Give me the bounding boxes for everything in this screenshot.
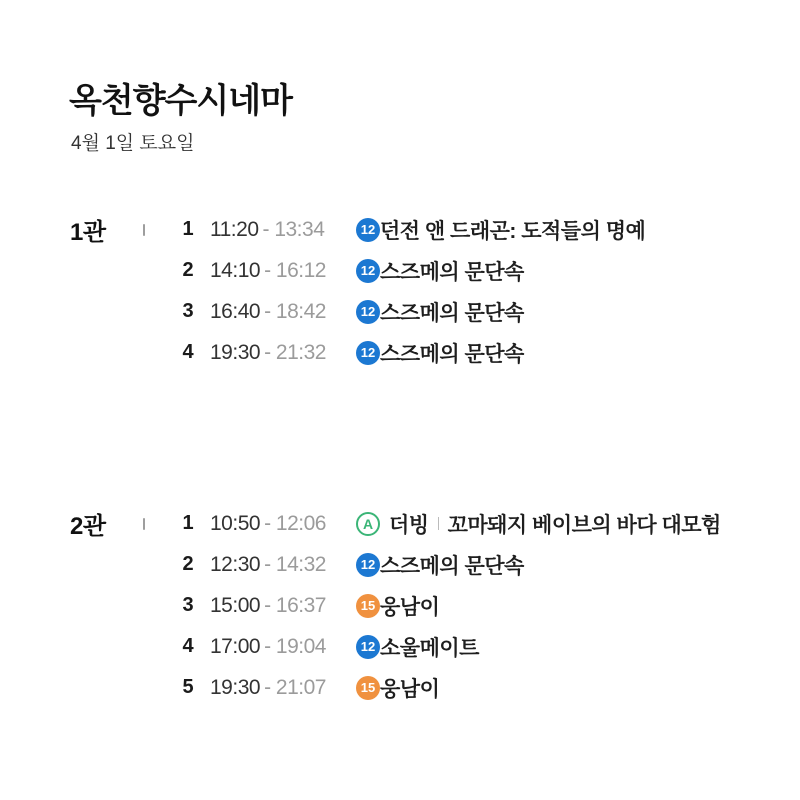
screening-time [210, 512, 356, 536]
showtime-list [0, 503, 800, 708]
showtime-row [176, 544, 800, 585]
screening-number: 5 [182, 676, 194, 698]
screening-number: 2 [182, 553, 194, 575]
theater-label: 2관 [70, 513, 106, 540]
end-time: - 19:04 [264, 634, 326, 658]
screening-time [210, 300, 356, 324]
showtime-row [176, 332, 800, 373]
rating-badge: 12 [356, 259, 380, 283]
rating-badge: 12 [356, 635, 380, 659]
start-time: 12:30 [210, 552, 261, 576]
screening-number: 2 [182, 259, 194, 281]
title-divider [438, 517, 439, 530]
screening-time [210, 676, 356, 700]
screening-time [210, 218, 356, 242]
movie-title[interactable]: 스즈메의 문단속 [380, 342, 524, 366]
showtime-row [176, 291, 800, 332]
end-time: - 18:42 [264, 299, 326, 323]
screening-time [210, 635, 356, 659]
screening-number: 1 [182, 218, 194, 240]
movie-title[interactable]: 스즈메의 문단속 [380, 260, 524, 284]
rating-badge: A [356, 512, 380, 536]
screening-number: 3 [182, 594, 194, 616]
end-time: - 14:32 [264, 552, 326, 576]
rating-badge: 15 [356, 676, 380, 700]
rating-badge: 15 [356, 594, 380, 618]
screening-time [210, 341, 356, 365]
movie-title[interactable]: 웅남이 [380, 595, 440, 619]
showtime-row [176, 626, 800, 667]
start-time: 10:50 [210, 511, 261, 535]
label-divider [143, 518, 145, 530]
screening-time [210, 259, 356, 283]
theater-section [0, 209, 800, 373]
showtime-row [176, 667, 800, 708]
start-time: 19:30 [210, 675, 261, 699]
movie-title[interactable]: 던전 앤 드래곤: 도적들의 명예 [380, 219, 646, 243]
theater-label: 1관 [70, 219, 106, 246]
end-time: - 21:07 [264, 675, 326, 699]
cinema-name: 옥천향수시네마 [69, 82, 292, 120]
movie-title[interactable]: 꼬마돼지 베이브의 바다 대모험 [447, 513, 721, 537]
end-time: - 21:32 [264, 340, 326, 364]
theater-section [0, 503, 800, 708]
end-time: - 16:37 [264, 593, 326, 617]
showtime-row [176, 503, 800, 544]
start-time: 14:10 [210, 258, 261, 282]
end-time: - 13:34 [262, 217, 325, 241]
screening-number: 4 [182, 341, 194, 363]
screening-number: 1 [182, 512, 194, 534]
movie-title[interactable]: 스즈메의 문단속 [380, 554, 524, 578]
label-divider [143, 224, 145, 236]
showtime-row [176, 209, 800, 250]
movie-title[interactable]: 스즈메의 문단속 [380, 301, 524, 325]
schedule-date: 4월 1일 토요일 [71, 133, 195, 154]
screening-time [210, 553, 356, 577]
dubbing-label: 더빙 [389, 513, 429, 537]
start-time: 16:40 [210, 299, 261, 323]
rating-badge: 12 [356, 553, 380, 577]
rating-badge: 12 [356, 300, 380, 324]
showtime-list [0, 209, 800, 373]
start-time: 19:30 [210, 340, 261, 364]
screening-time [210, 594, 356, 618]
movie-title[interactable]: 웅남이 [380, 677, 440, 701]
movie-title[interactable]: 소울메이트 [380, 636, 479, 660]
screening-number: 4 [182, 635, 194, 657]
showtime-row [176, 585, 800, 626]
start-time: 17:00 [210, 634, 261, 658]
end-time: - 12:06 [264, 511, 326, 535]
showtime-row [176, 250, 800, 291]
rating-badge: 12 [356, 341, 380, 365]
screening-number: 3 [182, 300, 194, 322]
rating-badge: 12 [356, 218, 380, 242]
start-time: 11:20 [210, 217, 259, 241]
end-time: - 16:12 [264, 258, 326, 282]
start-time: 15:00 [210, 593, 261, 617]
